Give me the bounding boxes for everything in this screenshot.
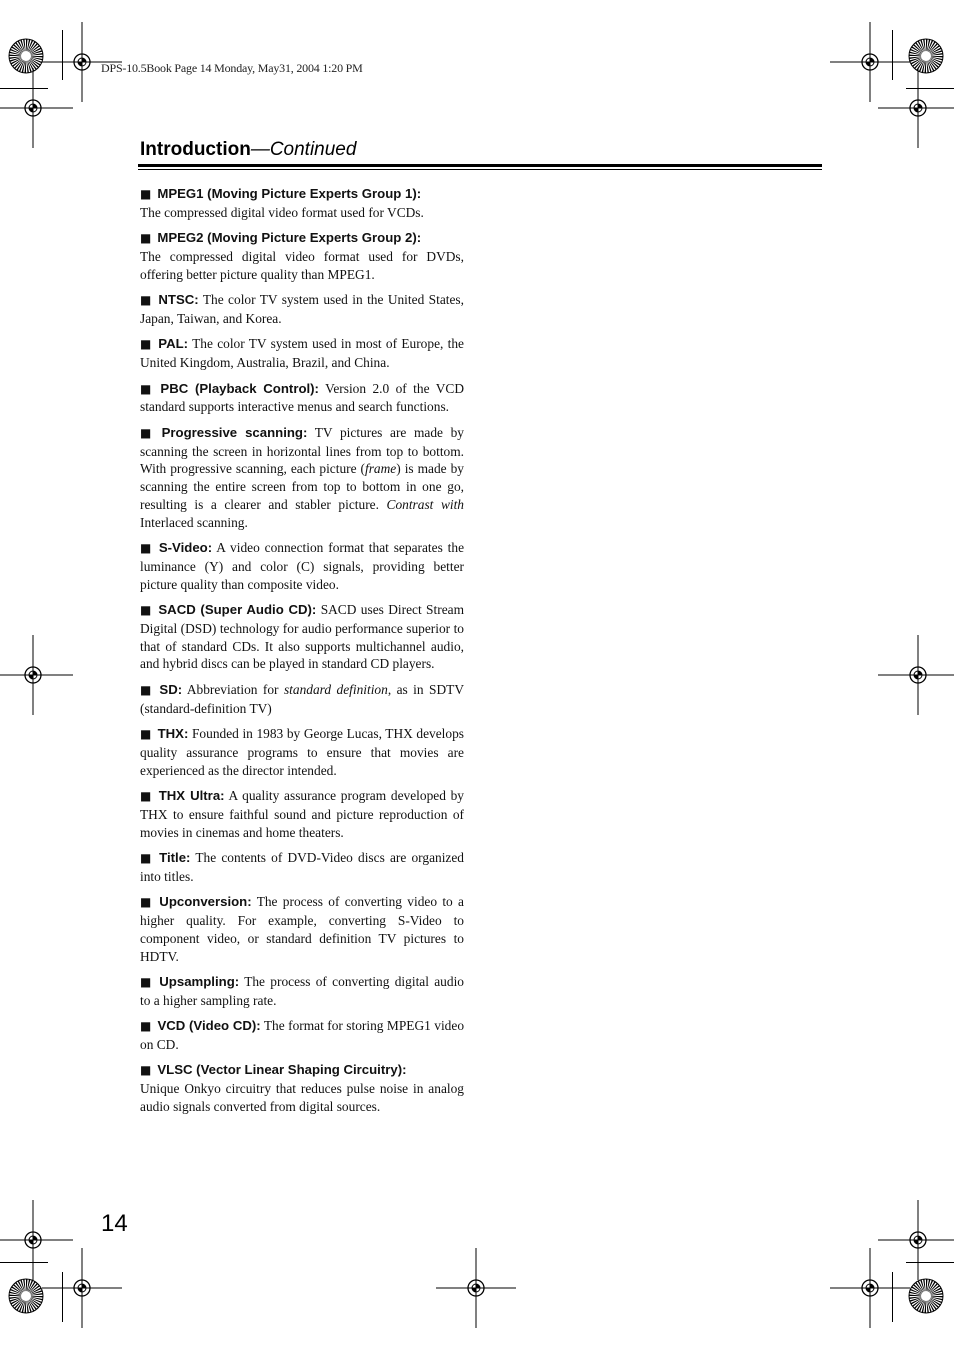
glossary-term: THX Ultra: — [158, 788, 225, 804]
glossary-entry — [140, 681, 464, 718]
glossary-term: VLSC (Vector Linear Shaping Circuitry): — [157, 1062, 407, 1078]
glossary-definition: The color TV system used in most of Europe, the United Kingdom, Australia, Brazil, and China. — [140, 336, 465, 371]
bullet-square-icon: ■ — [140, 975, 154, 989]
glossary-term: Upsampling: — [159, 974, 240, 989]
glossary-definition: The process of converting digital audio to a higher sampling rate. — [140, 974, 464, 1008]
glossary-term: THX: — [157, 726, 189, 742]
glossary-definition: Interlaced scanning. — [140, 514, 248, 530]
crosshair-mark-left-upper — [0, 68, 73, 148]
glossary-definition: Abbreviation for — [186, 681, 284, 697]
glossary-entry — [140, 1017, 464, 1054]
glossary-entry — [140, 1061, 464, 1115]
bullet-square-icon: ■ — [140, 293, 153, 308]
crop-line — [906, 88, 954, 89]
glossary-entry — [140, 787, 464, 841]
crop-line — [62, 30, 63, 80]
crosshair-mark-bottom-left — [42, 1248, 122, 1328]
glossary-term: MPEG1 (Moving Picture Experts Group 1): — [157, 186, 422, 201]
crop-line — [892, 1272, 893, 1322]
header-rule-thin — [138, 169, 822, 170]
starburst-mark-bottom-right — [906, 1276, 946, 1316]
glossary-definition: A quality assurance program developed by THX to ensure faithful sound and picture reproduction of movies in cinemas and home theaters. — [140, 788, 464, 840]
glossary-term: S-Video: — [158, 540, 213, 556]
glossary-definition: The format for storing MPEG1 video on CD. — [140, 1018, 465, 1052]
glossary-entry — [140, 849, 464, 886]
glossary-definition: Version 2.0 of the VCD standard supports interactive menus and search functions. — [140, 380, 464, 415]
glossary-definition: The compressed digital video format used for DVDs, offering better picture quality than MPEG1. — [140, 248, 464, 282]
glossary-entry — [140, 291, 464, 328]
crosshair-mark-right-upper — [878, 68, 954, 148]
crosshair-mark-bottom-center — [436, 1248, 516, 1328]
section-title-main: Introduction — [140, 139, 251, 160]
bullet-square-icon: ■ — [140, 1019, 152, 1034]
page-number: 14 — [101, 1210, 128, 1237]
glossary-entry — [140, 973, 464, 1010]
glossary-term: PAL: — [158, 336, 189, 352]
glossary-term: MPEG2 (Moving Picture Experts Group 2): — [157, 230, 422, 246]
glossary-term: NTSC: — [158, 292, 199, 308]
glossary-term: PBC (Playback Control): — [160, 380, 319, 396]
glossary-term: SACD (Super Audio CD): — [158, 602, 317, 618]
bullet-square-icon: ■ — [140, 1063, 152, 1078]
glossary-entry — [140, 539, 464, 593]
crop-line — [0, 88, 48, 89]
glossary-entry — [140, 424, 464, 532]
glossary-term: Title: — [159, 850, 191, 866]
section-title-continued: —Continued — [250, 139, 357, 160]
glossary-definition: The contents of DVD-Video discs are organized into titles. — [140, 850, 465, 884]
glossary-entry — [140, 229, 464, 283]
header-rule-thick — [138, 164, 822, 167]
glossary-list — [140, 185, 464, 1123]
bullet-square-icon: ■ — [140, 425, 156, 440]
glossary-definition-italic: Contrast with — [386, 496, 465, 512]
glossary-entry — [140, 335, 464, 372]
crop-line — [62, 1272, 63, 1322]
glossary-entry — [140, 601, 464, 673]
glossary-definition: , as in SDTV (standard-definition TV) — [140, 681, 464, 716]
crop-line — [906, 1262, 954, 1263]
glossary-term: VCD (Video CD): — [157, 1018, 261, 1034]
glossary-definition-italic: standard definition — [283, 681, 388, 697]
glossary-definition: TV pictures are made by scanning the screen in horizontal lines from top to bottom. With progressive scanning, each picture ( — [140, 424, 464, 477]
glossary-definition-italic: frame — [365, 461, 397, 477]
crop-line — [892, 30, 893, 80]
glossary-definition: Unique Onkyo circuitry that reduces pulse noise in analog audio signals converted from digital sources. — [140, 1081, 464, 1114]
bullet-square-icon: ■ — [140, 895, 154, 910]
crosshair-mark-right-middle — [878, 635, 954, 715]
bullet-square-icon: ■ — [140, 187, 152, 201]
glossary-term: Upconversion: — [159, 894, 252, 910]
glossary-entry — [140, 380, 464, 417]
bullet-square-icon: ■ — [140, 541, 153, 556]
glossary-definition: The process of converting video to a higher quality. For example, converting S-Video to component video, or standard definition TV pictures to HDTV. — [140, 894, 464, 964]
bullet-square-icon: ■ — [140, 381, 155, 396]
glossary-definition: A video connection format that separates the luminance (Y) and color (C) signals, providing better picture quality than composite video. — [140, 540, 465, 592]
crop-line — [0, 1262, 48, 1263]
glossary-entry — [140, 185, 464, 222]
bullet-square-icon: ■ — [140, 231, 152, 246]
bullet-square-icon: ■ — [140, 789, 153, 804]
bullet-square-icon: ■ — [140, 851, 154, 866]
glossary-definition: SACD uses Direct Stream Digital (DSD) technology for audio performance superior to that of standard CDs. It also supports multichannel audio, and hybrid discs can be played in standard CD players. — [140, 602, 464, 672]
bullet-square-icon: ■ — [140, 603, 153, 618]
glossary-term: Progressive scanning: — [161, 424, 308, 440]
bullet-square-icon: ■ — [140, 727, 152, 742]
glossary-definition: The compressed digital video format used for VCDs. — [140, 204, 424, 220]
print-info-slug: DPS-10.5Book Page 14 Monday, May31, 2004 1:20 PM — [101, 61, 363, 75]
glossary-entry — [140, 725, 464, 779]
crosshair-mark-left-middle — [0, 635, 73, 715]
crosshair-mark-bottom-right — [830, 1248, 910, 1328]
glossary-definition: ) is made by scanning the entire screen from top to bottom in one go, resulting is a clearer and stabler picture. — [140, 461, 464, 512]
starburst-mark-bottom-left — [6, 1276, 46, 1316]
glossary-term: SD: — [159, 681, 183, 697]
bullet-square-icon: ■ — [140, 337, 153, 352]
glossary-definition: Founded in 1983 by George Lucas, THX develops quality assurance programs to ensure that movies are experienced as the director intended. — [140, 726, 464, 778]
glossary-definition: The color TV system used in the United States, Japan, Taiwan, and Korea. — [140, 292, 464, 326]
bullet-square-icon: ■ — [140, 682, 154, 697]
glossary-entry — [140, 893, 464, 965]
section-title — [140, 139, 356, 161]
